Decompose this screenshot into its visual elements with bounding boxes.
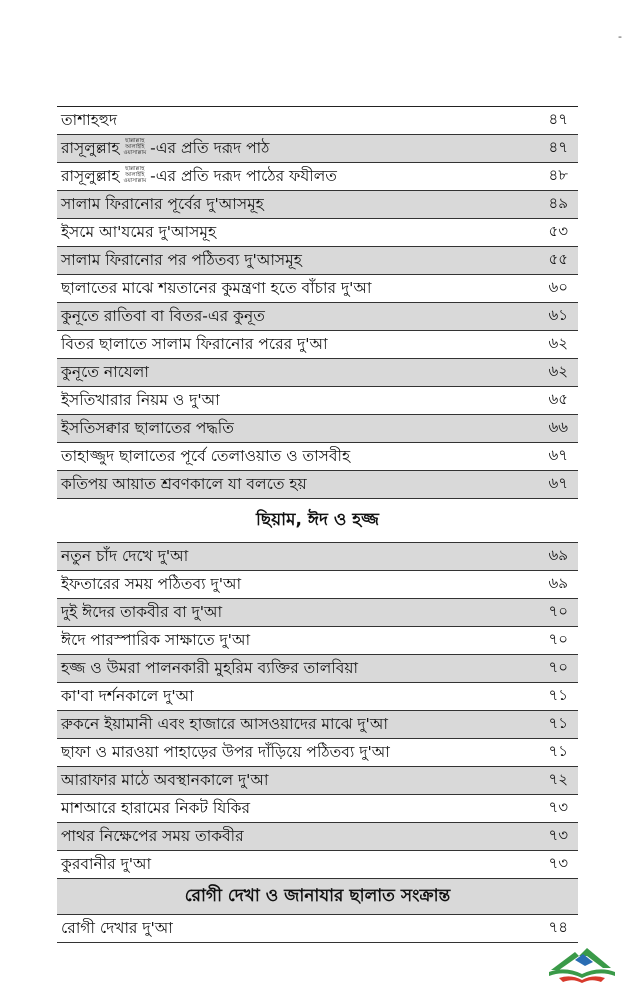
toc-entry-title [61,220,216,246]
toc-row[interactable] [57,107,578,135]
toc-entry-title [61,656,358,682]
toc-row[interactable] [57,359,578,387]
toc-entry-title [61,192,264,218]
toc-page-number: ৭২ [548,770,568,788]
toc-entry-title [61,824,244,850]
toc-entry-title [61,544,188,570]
toc-row[interactable] [57,711,578,739]
toc-entry-text: মাশআরে হারামের নিকট যিকির [61,798,251,817]
toc-row[interactable] [57,443,578,471]
toc-row[interactable] [57,767,578,795]
toc-entry-title [61,712,388,738]
toc-page-number: ৬৫ [548,390,568,408]
toc-entry-text: পাথর নিক্ষেপের সময় তাকবীর [61,826,244,845]
section-heading: রোগী দেখা ও জানাযার ছালাত সংক্রান্ত [57,879,578,915]
toc-page-number: ৭৩ [548,854,568,872]
toc-row[interactable] [57,795,578,823]
toc-page-number: ৬৯ [548,574,568,592]
toc-row[interactable] [57,915,578,943]
toc-entry-text: সালাম ফিরানোর পর পঠিতব্য দু'আসমূহ [61,250,302,269]
toc-row[interactable] [57,275,578,303]
toc-entry-text: তাহাজ্জুদ ছালাতের পূর্বে তেলাওয়াত ও তাসবীহ [61,446,351,465]
toc-row[interactable] [57,163,578,191]
toc-row[interactable] [57,823,578,851]
toc-page-number: ৭১ [548,742,568,760]
toc-page-number: ৭১ [548,714,568,732]
toc-page-number: ৬২ [548,362,568,380]
toc-row[interactable] [57,471,578,499]
toc-entry-title [61,136,269,162]
toc-page-number: ৬৬ [548,418,568,436]
toc-row[interactable] [57,303,578,331]
toc-row[interactable] [57,135,578,163]
toc-row[interactable] [57,387,578,415]
toc-row[interactable] [57,851,578,879]
honorific-word: ওয়াসাল্লাম [123,149,147,156]
toc-entry-title [61,248,302,274]
toc-page-number: ৬৭ [548,446,568,464]
logo-peak-left [551,952,579,970]
toc-entry-title [61,740,390,766]
logo-book [549,969,615,978]
toc-entry-title [61,164,337,190]
toc-row[interactable] [57,247,578,275]
toc-entry-title [61,332,328,358]
toc-entry-text: তাশাহহুদ [61,110,117,129]
toc-row[interactable] [57,571,578,599]
toc-page-number: ৬১ [548,306,568,324]
toc-entry-title [61,628,250,654]
toc-entry-text: কা'বা দর্শনকালে দু'আ [61,686,194,705]
toc-entry-text: রোগী দেখার দু'আ [61,918,173,937]
toc-page-number: ৭০ [548,658,568,676]
toc-row[interactable] [57,191,578,219]
toc-page-number: ৭৩ [548,826,568,844]
honorific-word: আলাইহি [125,143,145,150]
toc-entry-title [61,600,222,626]
toc-page-number: ৭৩ [548,798,568,816]
toc-entry-title [61,768,269,794]
toc-page-number: ৭০ [548,630,568,648]
honorific-word: ওয়াসাল্লাম [123,177,147,184]
toc-entry-title [61,416,234,442]
toc-entry-title [61,108,117,134]
toc-entry-title [61,684,194,710]
toc-entry-title [61,916,173,942]
toc-page-number: ৬৭ [548,474,568,492]
corner-mark: - [618,30,622,43]
toc-page-number: ৫৫ [548,250,568,268]
toc-entry-text: দুই ঈদের তাকবীর বা দু'আ [61,602,223,621]
toc-row[interactable] [57,331,578,359]
toc-entry-text: ইসমে আ'যমের দু'আসমূহ [61,222,217,241]
toc-row[interactable] [57,683,578,711]
toc-entry-text: বিতর ছালাতে সালাম ফিরানোর পরের দু'আ [61,334,328,353]
toc-entry-title [61,360,149,386]
toc-entry-title [61,852,151,878]
toc-row[interactable] [57,599,578,627]
honorific-word: ছাল্লাল্লাহু [125,165,145,172]
toc-entry-text: হজ্জ ও উমরা পালনকারী মুহরিম ব্যক্তির তালবিয়া [61,658,359,677]
toc-page-number: ৭০ [548,602,568,620]
toc-entry-title [61,388,220,414]
toc-entry-title [61,444,350,470]
toc-entry-suffix: -এর প্রতি দরূদ পাঠের ফযীলত [150,166,337,185]
toc-page-number: ৬২ [548,334,568,352]
toc-entry-text: ঈদে পারস্পারিক সাক্ষাতে দু'আ [61,630,251,649]
toc-page-number: ৬০ [548,278,568,296]
toc-entry-text: ইসতিখারার নিয়ম ও দু'আ [61,390,220,409]
toc-entry-text: রাসূলুল্লাহ [61,138,120,157]
honorific-word: ছাল্লাল্লাহু [125,137,145,144]
toc-page-number: ৭১ [548,686,568,704]
toc-row[interactable] [57,415,578,443]
toc-entry-text: সালাম ফিরানোর পূর্বের দু'আসমূহ [61,194,264,213]
toc-entry-title [61,572,241,598]
toc-entry-text: নতুন চাঁদ দেখে দু'আ [61,546,189,565]
toc-entry-text: রুকনে ইয়ামানী এবং হাজারে আসওয়াদের মাঝে দু'আ [61,714,388,733]
toc-row[interactable] [57,219,578,247]
honorific-word: আলাইহি [125,171,145,178]
toc-entry-text: ইফতারের সময় পঠিতব্য দু'আ [61,574,242,593]
toc-row[interactable] [57,627,578,655]
toc-page-number: ৪৭ [548,138,568,156]
table-of-contents [57,106,578,943]
toc-entry-text: আরাফার মাঠে অবস্থানকালে দু'আ [61,770,269,789]
toc-entry-text: কুনূতে রাতিবা বা বিতর-এর কুনূত [61,306,265,325]
toc-page-number: ৪৯ [548,194,568,212]
toc-page-number: ৫৩ [548,222,568,240]
toc-entry-text: ছাফা ও মারওয়া পাহাড়ের উপর দাঁড়িয়ে পঠিতব্য দু'আ [61,742,390,761]
toc-entry-title [61,276,371,302]
honorific-ligature [123,166,146,184]
section-heading: ছিয়াম, ঈদ ও হজ্জ [57,499,578,543]
toc-page-number: ৪৮ [548,166,568,184]
toc-entry-suffix: -এর প্রতি দরূদ পাঠ [150,138,270,157]
toc-page-number: ৬৯ [548,546,568,564]
toc-entry-text: ছালাতের মাঝে শয়তানের কুমন্ত্রণা হতে বাঁচার দু'আ [61,278,372,297]
toc-row[interactable] [57,543,578,571]
publisher-logo [545,940,619,984]
toc-entry-text: কুনূতে নাযেলা [61,362,149,381]
toc-page-number: ৭৪ [548,918,568,936]
toc-entry-text: কতিপয় আয়াত শ্রবণকালে যা বলতে হয় [61,474,307,493]
toc-entry-title [61,796,250,822]
honorific-ligature [123,138,146,156]
toc-entry-text: ইসতিসক্বার ছালাতের পদ্ধতি [61,418,234,437]
toc-entry-title [61,304,265,330]
toc-row[interactable] [57,655,578,683]
toc-page-number: ৪৭ [548,110,568,128]
toc-row[interactable] [57,739,578,767]
toc-entry-text: কুরবানীর দু'আ [61,854,152,873]
toc-entry-title [61,472,307,498]
toc-entry-text: রাসূলুল্লাহ [61,166,120,185]
